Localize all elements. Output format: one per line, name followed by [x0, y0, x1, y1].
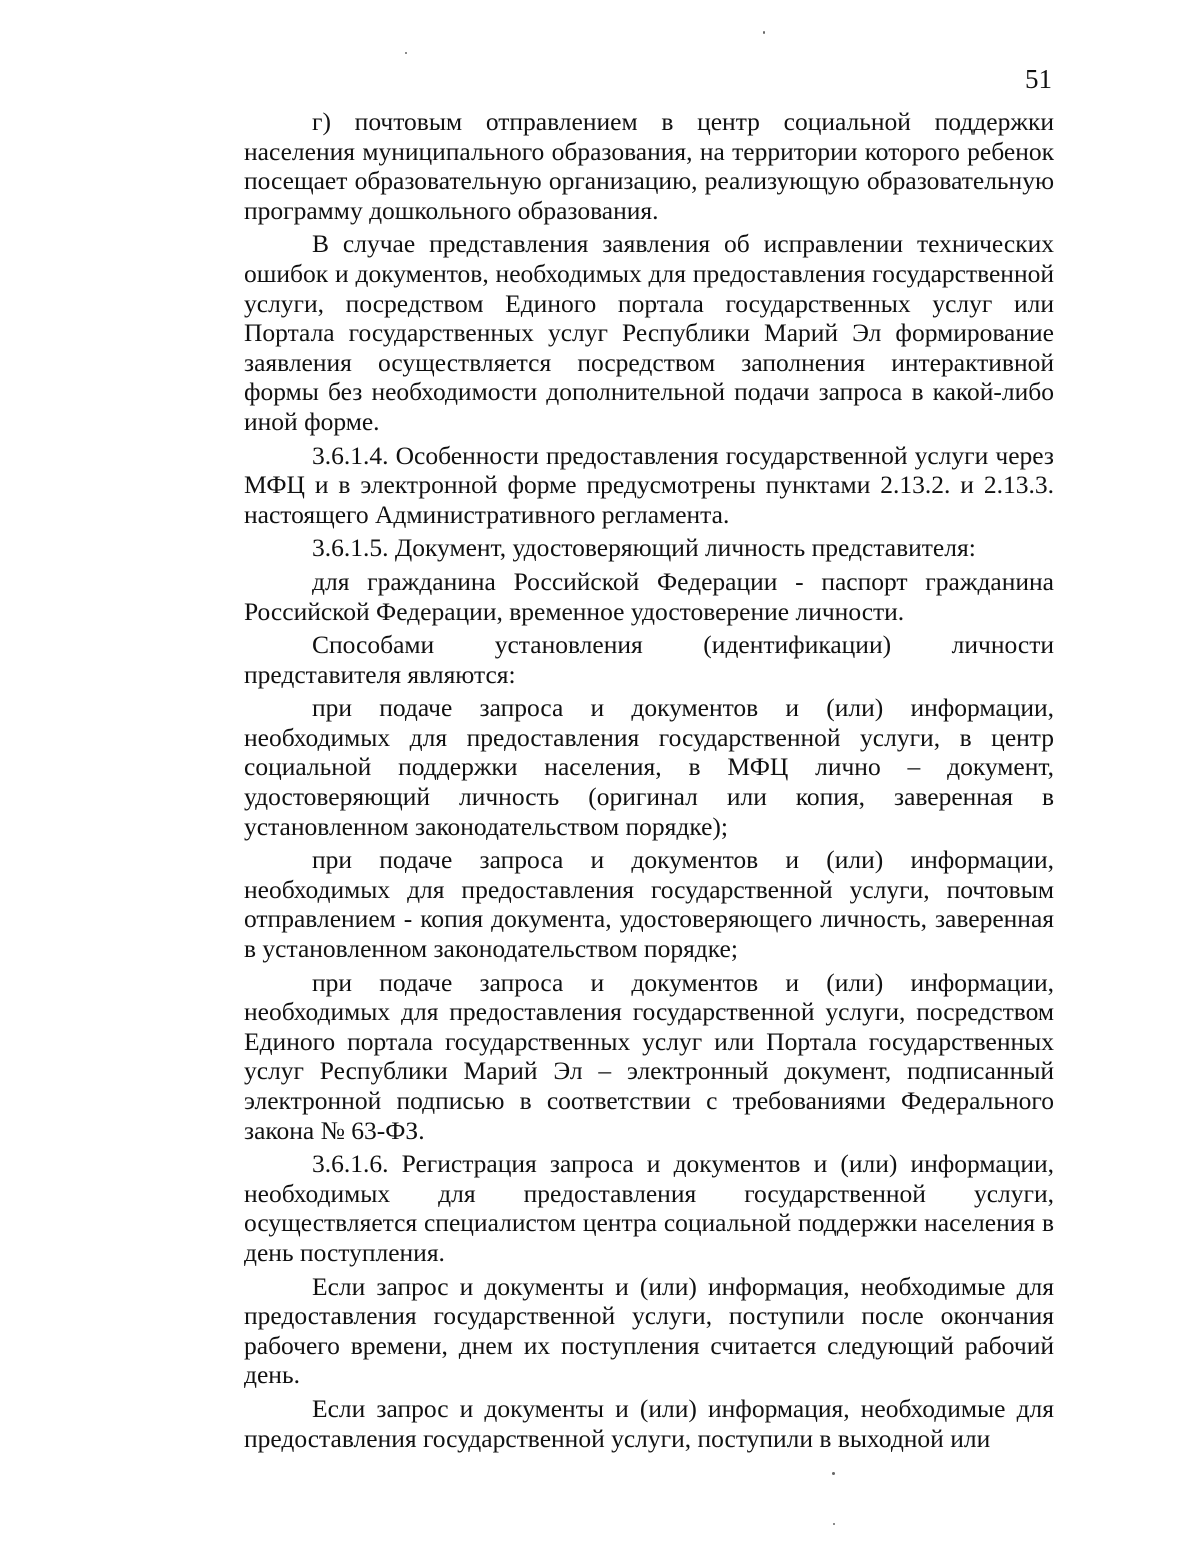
paragraph: Способами установления (идентификации) личности представителя являются: — [244, 630, 1054, 689]
page-number: 51 — [1025, 64, 1052, 94]
paragraph: В случае представления заявления об исправлении технических ошибок и документов, необходимых для предоставления государственной услуги, посредством Единого портала государственных услуг или Портала государственных услуг Республики Марий Эл формирование заявления осуществляется посредством заполнения интерактивной формы без необходимости дополнительной подачи запроса в какой-либо иной форме. — [244, 229, 1054, 436]
scan-speck — [833, 1523, 835, 1525]
paragraph: при подаче запроса и документов и (или) информации, необходимых для предоставления государственной услуги, посредством Единого портала государственных услуг или Портала государственных услуг Республики Марий Эл – электронный документ, подписанный электронной подписью в соответствии с требованиями Федерального закона № 63-ФЗ. — [244, 967, 1054, 1145]
paragraph: Если запрос и документы и (или) информация, необходимые для предоставления государственной услуги, поступили в выходной или — [244, 1393, 1054, 1453]
scan-speck — [832, 1472, 835, 1475]
paragraph: 3.6.1.4. Особенности предоставления государственной услуги через МФЦ и в электронной форме предусмотрены пунктами 2.13.2. и 2.13.3. настоящего Административного регламента. — [244, 440, 1054, 529]
paragraph: 3.6.1.5. Документ, удостоверяющий личность представителя: — [312, 533, 976, 563]
paragraph: при подаче запроса и документов и (или) информации, необходимых для предоставления государственной услуги, в центр социальной поддержки населения, в МФЦ лично – документ, удостоверяющий личность (оригинал или копия, заверенная в установленном законодательством порядке); — [244, 693, 1054, 841]
paragraph: Если запрос и документы и (или) информация, необходимые для предоставления государственной услуги, поступили после окончания рабочего времени, днем их поступления считается следующий рабочий день. — [244, 1271, 1054, 1390]
scan-speck — [405, 52, 407, 54]
paragraph: 3.6.1.6. Регистрация запроса и документов и (или) информации, необходимых для предоставления государственной услуги, осуществляется специалистом центра социальной поддержки населения в день поступления. — [244, 1149, 1054, 1267]
paragraph: при подаче запроса и документов и (или) информации, необходимых для предоставления государственной услуги, почтовым отправлением - копия документа, удостоверяющего личность, заверенная в установленном законодательством порядке; — [244, 845, 1054, 964]
paragraph: для гражданина Российской Федерации - паспорт гражданина Российской Федерации, временное удостоверение личности. — [244, 566, 1054, 626]
document-body — [244, 107, 1054, 1453]
paragraph: г) почтовым отправлением в центр социальной поддержки населения муниципального образования, на территории которого ребенок посещает образовательную организацию, реализующую образовательную программу дошкольного образования. — [244, 107, 1054, 225]
scan-speck — [763, 31, 765, 34]
